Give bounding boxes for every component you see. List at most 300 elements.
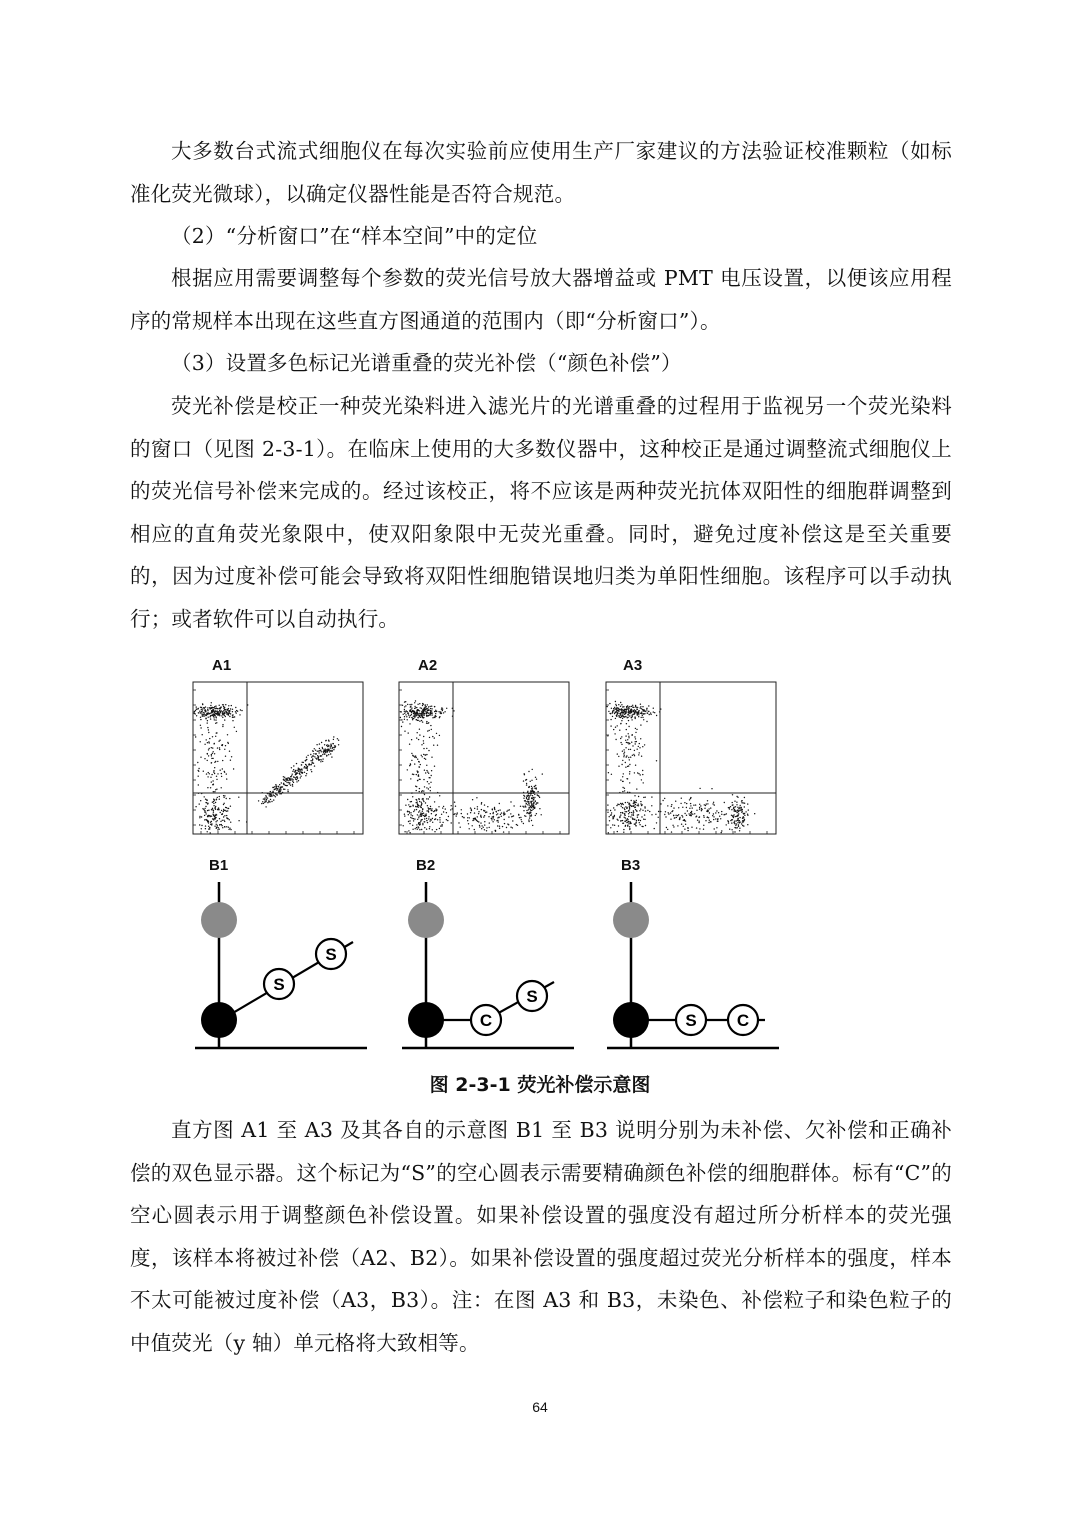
- dot: [744, 803, 745, 804]
- dot: [194, 711, 195, 712]
- dot: [713, 802, 714, 803]
- dot: [639, 824, 640, 825]
- dot: [214, 808, 215, 809]
- dot: [431, 813, 432, 814]
- dot: [509, 809, 510, 810]
- dot: [484, 815, 485, 816]
- dot: [703, 825, 704, 826]
- dot: [646, 708, 647, 709]
- dot: [474, 808, 475, 809]
- dot: [410, 715, 411, 716]
- dot: [321, 742, 322, 743]
- dot: [721, 830, 722, 831]
- dot: [311, 771, 312, 772]
- dot: [460, 827, 461, 828]
- dot: [628, 816, 629, 817]
- dot: [642, 717, 643, 718]
- dot: [407, 719, 408, 720]
- dot: [672, 810, 673, 811]
- dot: [735, 820, 736, 821]
- dot: [411, 818, 412, 819]
- dot: [213, 714, 214, 715]
- dot: [404, 706, 405, 707]
- dot: [324, 753, 325, 754]
- dot: [338, 740, 339, 741]
- dot: [421, 829, 422, 830]
- dot: [628, 810, 629, 811]
- dot: [404, 713, 405, 714]
- dot: [620, 715, 621, 716]
- dot: [203, 716, 204, 717]
- dot: [494, 809, 495, 810]
- dot: [214, 712, 215, 713]
- dot: [211, 711, 212, 712]
- dot: [429, 777, 430, 778]
- dot: [210, 705, 211, 706]
- dot: [621, 806, 622, 807]
- dot: [450, 809, 451, 810]
- dot: [628, 821, 629, 822]
- dot: [404, 716, 405, 717]
- dot: [528, 771, 529, 772]
- dot: [512, 827, 513, 828]
- dot: [205, 813, 206, 814]
- dot: [328, 740, 329, 741]
- dot: [207, 800, 208, 801]
- dot: [409, 812, 410, 813]
- dot: [629, 806, 630, 807]
- dot: [222, 760, 223, 761]
- dot: [209, 738, 210, 739]
- dot: [230, 806, 231, 807]
- dot: [422, 710, 423, 711]
- dot: [425, 813, 426, 814]
- dot: [208, 755, 209, 756]
- dot: [510, 827, 511, 828]
- dot: [430, 806, 431, 807]
- dot: [738, 815, 739, 816]
- dot: [208, 749, 209, 750]
- dot: [221, 824, 222, 825]
- dot: [216, 722, 217, 723]
- dot: [198, 768, 199, 769]
- dot: [620, 738, 621, 739]
- dot: [238, 797, 239, 798]
- dot: [280, 789, 281, 790]
- dot: [737, 797, 738, 798]
- dot: [629, 821, 630, 822]
- dot: [315, 753, 316, 754]
- dot: [277, 788, 278, 789]
- dot: [500, 814, 501, 815]
- dot: [497, 825, 498, 826]
- dot: [494, 807, 495, 808]
- dot: [523, 823, 524, 824]
- dot: [222, 820, 223, 821]
- dot: [741, 807, 742, 808]
- dot: [616, 805, 617, 806]
- dot: [625, 747, 626, 748]
- dot: [616, 705, 617, 706]
- dot: [217, 773, 218, 774]
- dot: [631, 711, 632, 712]
- dot: [481, 803, 482, 804]
- dot: [635, 711, 636, 712]
- dot: [420, 821, 421, 822]
- dot: [207, 742, 208, 743]
- dot: [211, 821, 212, 822]
- dot: [223, 820, 224, 821]
- dot: [631, 735, 632, 736]
- dot: [417, 819, 418, 820]
- dot: [499, 826, 500, 827]
- dot: [668, 813, 669, 814]
- dot: [428, 750, 429, 751]
- dot: [207, 831, 208, 832]
- dot: [469, 817, 470, 818]
- dot: [497, 813, 498, 814]
- dot: [427, 781, 428, 782]
- dot: [705, 820, 706, 821]
- dot: [211, 758, 212, 759]
- dot: [408, 821, 409, 822]
- dot: [446, 708, 447, 709]
- panel-label-a3: A3: [623, 657, 643, 674]
- dot: [420, 815, 421, 816]
- dot: [428, 809, 429, 810]
- dot: [446, 812, 447, 813]
- dot: [492, 813, 493, 814]
- figure-compensation: [185, 652, 785, 1052]
- dot: [202, 716, 203, 717]
- dot: [491, 819, 492, 820]
- dot: [412, 719, 413, 720]
- dot: [194, 713, 195, 714]
- dot: [293, 782, 294, 783]
- dot: [493, 817, 494, 818]
- dot: [653, 711, 654, 712]
- dot: [228, 829, 229, 830]
- dot: [434, 711, 435, 712]
- dot: [226, 778, 227, 779]
- dot: [618, 756, 619, 757]
- dot: [622, 776, 623, 777]
- dot: [739, 810, 740, 811]
- dot: [696, 810, 697, 811]
- dot: [439, 735, 440, 736]
- dot: [624, 752, 625, 753]
- dot: [216, 779, 217, 780]
- dot: [406, 710, 407, 711]
- dot: [628, 712, 629, 713]
- black-population-circle: [408, 1002, 444, 1038]
- dot: [416, 707, 417, 708]
- dot: [639, 752, 640, 753]
- dot: [213, 803, 214, 804]
- dot: [620, 706, 621, 707]
- dot: [203, 707, 204, 708]
- dot: [201, 816, 202, 817]
- dot: [621, 720, 622, 721]
- dot: [201, 712, 202, 713]
- dot: [430, 710, 431, 711]
- dot: [215, 814, 216, 815]
- dot: [622, 712, 623, 713]
- dot: [202, 808, 203, 809]
- dot: [292, 771, 293, 772]
- dot: [236, 710, 237, 711]
- dot: [528, 803, 529, 804]
- dot: [407, 799, 408, 800]
- scatter-plot-a3: [606, 682, 776, 834]
- dot: [617, 831, 618, 832]
- dot: [688, 813, 689, 814]
- dot: [215, 736, 216, 737]
- dot: [524, 774, 525, 775]
- dot: [457, 812, 458, 813]
- dot: [424, 708, 425, 709]
- dot: [660, 803, 661, 804]
- dot: [410, 814, 411, 815]
- dot: [407, 811, 408, 812]
- dot: [417, 780, 418, 781]
- dot: [214, 743, 215, 744]
- dot: [744, 819, 745, 820]
- dot: [216, 799, 217, 800]
- dot: [426, 787, 427, 788]
- dot: [486, 830, 487, 831]
- dot: [429, 796, 430, 797]
- dot: [624, 788, 625, 789]
- dot: [306, 773, 307, 774]
- dot: [317, 751, 318, 752]
- black-population-circle: [201, 1002, 237, 1038]
- dot: [736, 816, 737, 817]
- dot: [306, 759, 307, 760]
- dot: [709, 820, 710, 821]
- dot: [210, 777, 211, 778]
- dot: [266, 799, 267, 800]
- dot: [453, 710, 454, 711]
- dot: [327, 748, 328, 749]
- dot: [740, 805, 741, 806]
- dot: [198, 776, 199, 777]
- dot: [628, 823, 629, 824]
- dot: [205, 806, 206, 807]
- dot: [474, 812, 475, 813]
- dot: [427, 822, 428, 823]
- dot: [634, 709, 635, 710]
- dot: [615, 708, 616, 709]
- dot: [422, 721, 423, 722]
- dot: [205, 711, 206, 712]
- dot: [642, 706, 643, 707]
- dot: [443, 806, 444, 807]
- dot: [410, 778, 411, 779]
- dot: [629, 771, 630, 772]
- dot: [440, 713, 441, 714]
- dot: [196, 709, 197, 710]
- dot: [643, 710, 644, 711]
- dot: [204, 744, 205, 745]
- dot: [683, 826, 684, 827]
- dot: [270, 799, 271, 800]
- dot: [227, 734, 228, 735]
- dot: [426, 765, 427, 766]
- dot: [404, 731, 405, 732]
- dot: [296, 773, 297, 774]
- dot: [532, 804, 533, 805]
- dot: [417, 713, 418, 714]
- dot: [671, 804, 672, 805]
- dot: [437, 745, 438, 746]
- dot: [623, 832, 624, 833]
- dot: [202, 708, 203, 709]
- dot: [421, 755, 422, 756]
- dot: [642, 770, 643, 771]
- dot: [204, 710, 205, 711]
- dot: [320, 750, 321, 751]
- dot: [303, 767, 304, 768]
- dot: [218, 708, 219, 709]
- dot: [618, 766, 619, 767]
- dot: [212, 758, 213, 759]
- dot: [419, 710, 420, 711]
- dot: [424, 816, 425, 817]
- dot: [609, 816, 610, 817]
- dot: [622, 760, 623, 761]
- dot: [634, 713, 635, 714]
- dot: [689, 799, 690, 800]
- dot: [475, 819, 476, 820]
- dot: [206, 773, 207, 774]
- dot: [523, 810, 524, 811]
- dot: [637, 707, 638, 708]
- dot: [703, 815, 704, 816]
- dot: [620, 723, 621, 724]
- dot: [268, 800, 269, 801]
- dot: [530, 809, 531, 810]
- dot: [622, 813, 623, 814]
- dot: [709, 812, 710, 813]
- s-letter: S: [273, 975, 285, 994]
- dot: [421, 803, 422, 804]
- dot: [202, 714, 203, 715]
- dot: [624, 716, 625, 717]
- dot: [320, 761, 321, 762]
- dot: [495, 811, 496, 812]
- dot: [504, 823, 505, 824]
- dot: [628, 733, 629, 734]
- dot: [689, 808, 690, 809]
- dot: [625, 709, 626, 710]
- dot: [610, 713, 611, 714]
- dot: [629, 711, 630, 712]
- dot: [620, 742, 621, 743]
- dot: [442, 822, 443, 823]
- dot: [627, 778, 628, 779]
- dot: [264, 797, 265, 798]
- dot: [409, 744, 410, 745]
- dot: [304, 772, 305, 773]
- dot: [221, 773, 222, 774]
- dot: [691, 812, 692, 813]
- dot: [198, 708, 199, 709]
- dot: [218, 807, 219, 808]
- dot: [222, 726, 223, 727]
- dot: [325, 750, 326, 751]
- dot: [634, 772, 635, 773]
- dot: [425, 802, 426, 803]
- dot: [624, 813, 625, 814]
- dot: [225, 704, 226, 705]
- dot: [201, 707, 202, 708]
- dot: [647, 810, 648, 811]
- dot: [275, 784, 276, 785]
- dot: [427, 708, 428, 709]
- dot: [429, 730, 430, 731]
- dot: [531, 797, 532, 798]
- dot: [648, 711, 649, 712]
- dot: [680, 803, 681, 804]
- dot: [419, 801, 420, 802]
- dot: [276, 786, 277, 787]
- dot: [681, 798, 682, 799]
- dot: [665, 811, 666, 812]
- dot: [224, 709, 225, 710]
- dot: [208, 822, 209, 823]
- dot: [532, 795, 533, 796]
- dot: [535, 785, 536, 786]
- dot: [710, 807, 711, 808]
- dot: [644, 713, 645, 714]
- dot: [639, 747, 640, 748]
- dot: [632, 745, 633, 746]
- dot: [419, 721, 420, 722]
- dot: [492, 821, 493, 822]
- dot: [671, 831, 672, 832]
- dot: [421, 819, 422, 820]
- dot: [315, 750, 316, 751]
- dot: [708, 808, 709, 809]
- dot: [628, 749, 629, 750]
- dot: [418, 739, 419, 740]
- dot: [222, 814, 223, 815]
- dot: [219, 705, 220, 706]
- dot: [435, 715, 436, 716]
- dot: [197, 762, 198, 763]
- dot: [420, 707, 421, 708]
- dot: [217, 712, 218, 713]
- dot: [212, 747, 213, 748]
- dot: [274, 795, 275, 796]
- dot: [631, 706, 632, 707]
- dot: [711, 788, 712, 789]
- dot: [425, 772, 426, 773]
- dot: [236, 712, 237, 713]
- dot: [744, 797, 745, 798]
- dot: [734, 831, 735, 832]
- dot: [404, 814, 405, 815]
- dot: [414, 716, 415, 717]
- dot: [525, 801, 526, 802]
- s-letter: S: [526, 987, 538, 1006]
- dot: [614, 809, 615, 810]
- dot: [314, 756, 315, 757]
- dot: [729, 808, 730, 809]
- dot: [674, 817, 675, 818]
- dot: [205, 718, 206, 719]
